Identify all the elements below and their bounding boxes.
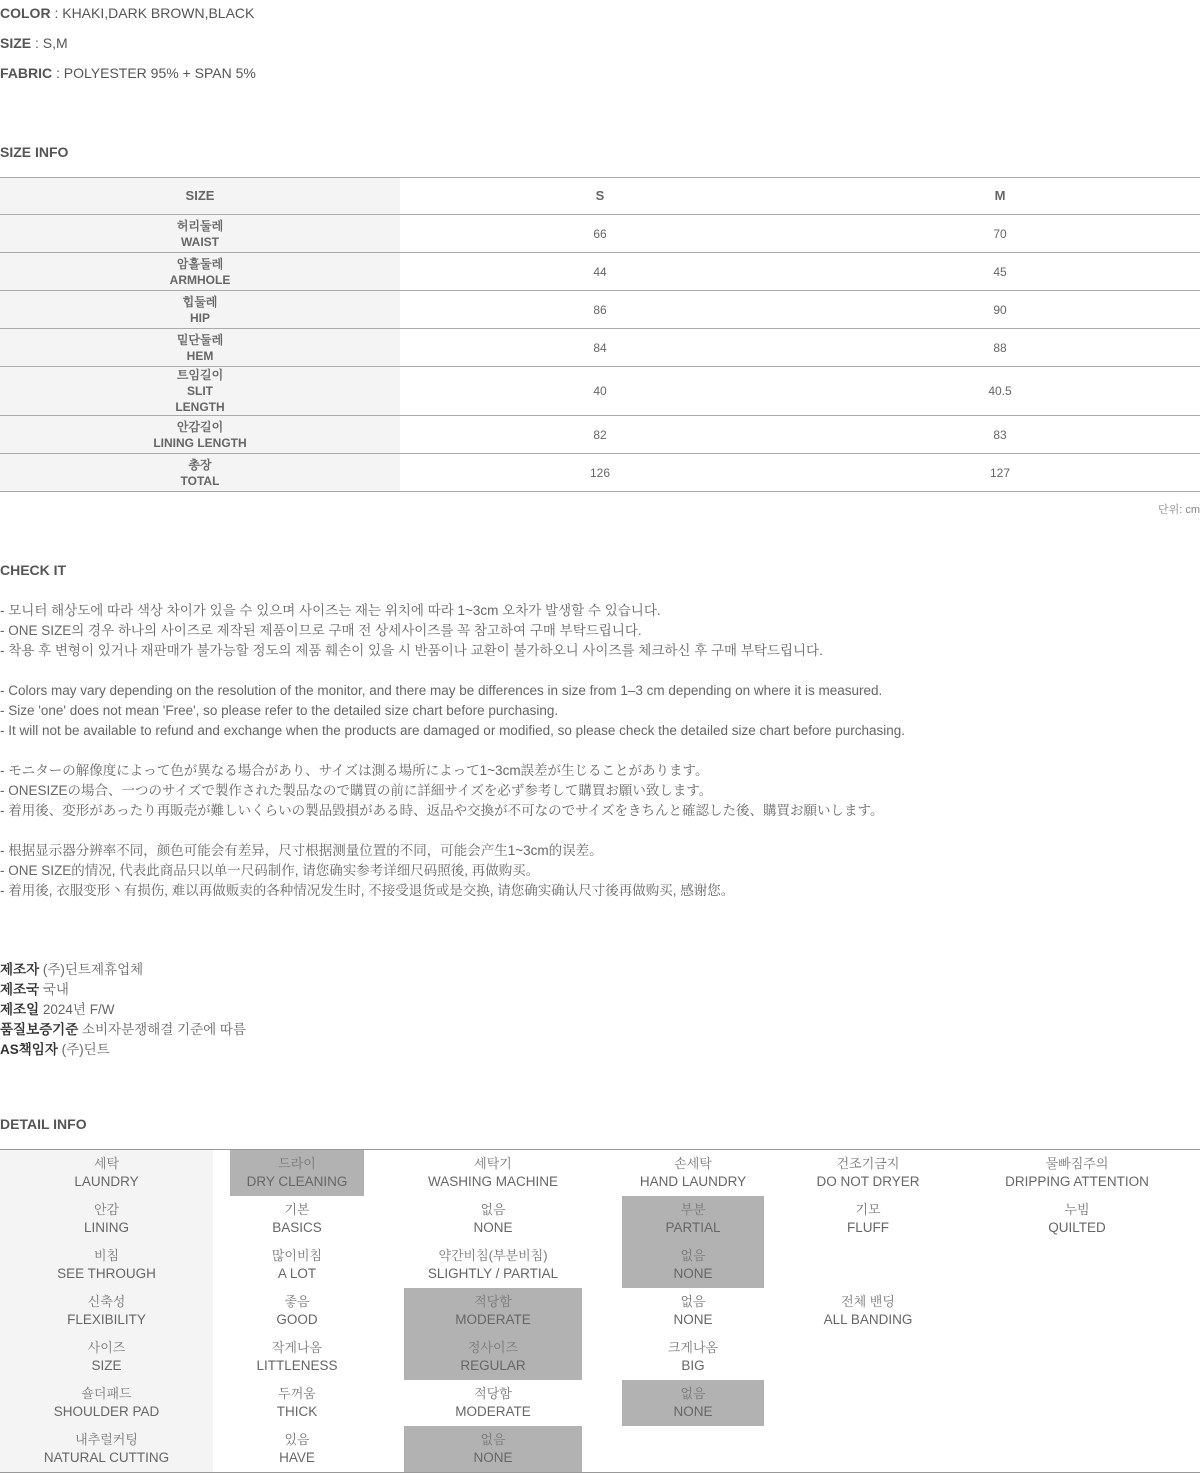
option-en: A LOT: [277, 1266, 317, 1281]
option-ko: 전체 밴딩: [841, 1294, 895, 1309]
detail-option: [622, 1385, 764, 1421]
maker-line: [0, 960, 246, 980]
measure-label-en: LINING LENGTH: [153, 435, 247, 450]
size-header-m: M: [800, 178, 1200, 215]
measure-label: [0, 416, 400, 454]
detail-option: [404, 1339, 582, 1375]
detail-option: [230, 1155, 364, 1191]
label-en: LINING: [83, 1220, 129, 1235]
option-en: NONE: [673, 1404, 713, 1419]
measure-label-en: ARMHOLE: [169, 272, 231, 287]
option-en: HAND LAUNDRY: [639, 1174, 747, 1189]
option-ko: 손세탁: [674, 1156, 712, 1171]
note-line: - ONESIZEの場合、一つのサイズで製作された製品なので購買の前に詳細サイズを必ず参考して購買お願い致します。: [0, 783, 713, 798]
value-m: 70: [800, 215, 1200, 253]
option-ko: 적당함: [474, 1386, 512, 1401]
option-en: WASHING MACHINE: [427, 1174, 558, 1189]
measure-label-ko: 암홀둘레: [176, 256, 224, 271]
measure-label-ko: 총장: [188, 457, 212, 472]
spec-size: [0, 35, 68, 51]
value-m: 45: [800, 253, 1200, 291]
measure-label: [0, 454, 400, 492]
option-ko: 기본: [284, 1202, 310, 1217]
maker-line: [0, 1020, 246, 1040]
option-en: DRIPPING ATTENTION: [1005, 1174, 1149, 1189]
option-ko: 작게나옴: [271, 1340, 323, 1355]
maker-line: [0, 980, 246, 1000]
measure-label-en: HEM: [186, 348, 214, 363]
value-s: 126: [400, 454, 800, 492]
option-ko: 기모: [855, 1202, 881, 1217]
note-line: - It will not be available to refund and exchange when the products are damaged or modified, so please check the detailed size chart before purchasing.: [0, 723, 906, 738]
detail-option: [404, 1201, 582, 1237]
manufacturer-info: [0, 960, 246, 1060]
measure-label: [0, 291, 400, 329]
detail-row-label: [0, 1155, 213, 1191]
option-en: SLIGHTLY / PARTIAL: [427, 1266, 559, 1281]
label-en: FLEXIBILITY: [67, 1312, 146, 1327]
detail-option: [230, 1385, 364, 1421]
maker-label: AS책임자: [0, 1042, 58, 1057]
spec-label: FABRIC: [0, 65, 53, 81]
maker-value: 2024년 F/W: [39, 1002, 115, 1017]
detail-row-label: [0, 1201, 213, 1237]
detail-option: [404, 1385, 582, 1421]
option-en: MODERATE: [455, 1404, 531, 1419]
value-m: 40.5: [800, 367, 1200, 416]
measure-label-ko: 허리둘레: [176, 218, 224, 233]
detail-option: [622, 1201, 764, 1237]
option-en: NONE: [473, 1220, 513, 1235]
value-s: 84: [400, 329, 800, 367]
measure-label-ko: 밑단둘레: [176, 332, 224, 347]
check-it-title: CHECK IT: [0, 562, 67, 578]
note-line: - Colors may vary depending on the resolution of the monitor, and there may be differences in size from 1–3 cm depending on where it is measured.: [0, 683, 883, 698]
option-en: BASICS: [272, 1220, 322, 1235]
table-row: [0, 291, 1200, 329]
option-en: QUILTED: [1048, 1220, 1106, 1235]
size-table-header: [0, 178, 1200, 215]
measure-label-ko: 안감길이: [176, 419, 224, 434]
option-en: DO NOT DRYER: [816, 1174, 920, 1189]
spec-fabric: [0, 65, 256, 81]
detail-row-label: [0, 1293, 213, 1329]
maker-label: 제조일: [0, 1002, 40, 1017]
option-en: GOOD: [276, 1312, 318, 1327]
option-en: DRY CLEANING: [246, 1174, 348, 1189]
measure-label: [0, 215, 400, 253]
detail-row-label: [0, 1385, 213, 1421]
option-ko: 부분: [680, 1202, 706, 1217]
detail-info-title: DETAIL INFO: [0, 1116, 87, 1132]
label-en: SIZE: [91, 1358, 122, 1373]
detail-option: [230, 1339, 364, 1375]
option-ko: 좋음: [284, 1294, 310, 1309]
measure-label-ko: 트임길이: [176, 368, 224, 382]
maker-label: 품질보증기준: [0, 1022, 79, 1037]
note-line: - 根据显示器分辨率不同，颜色可能会有差异，尺寸根据测量位置的不同，可能会产生1~3cm的误差。: [0, 843, 603, 858]
check-it-notes: [0, 601, 905, 901]
value-m: 88: [800, 329, 1200, 367]
value-s: 44: [400, 253, 800, 291]
note-line: - Size 'one' does not mean 'Free', so please refer to the detailed size chart before purchasing.: [0, 703, 559, 718]
option-en: REGULAR: [460, 1358, 526, 1373]
value-m: 83: [800, 416, 1200, 454]
label-ko: 신축성: [87, 1294, 126, 1309]
note-line: - ONE SIZE的情况, 代表此商品只以单一尺码制作, 请您确实参考详细尺码照後, 再做购买。: [0, 863, 540, 878]
spec-value: : POLYESTER 95% + SPAN 5%: [52, 65, 256, 81]
measure-label-en: TOTAL: [180, 473, 220, 488]
note-line: - 착용 후 변형이 있거나 재판매가 불가능할 정도의 제품 훼손이 있을 시 반품이나 교환이 불가하오니 사이즈를 체크하신 후 구매 부탁드립니다.: [0, 643, 823, 658]
table-row: [0, 329, 1200, 367]
detail-option: [622, 1155, 764, 1191]
option-ko: 적당함: [474, 1294, 512, 1309]
detail-option: [404, 1293, 582, 1329]
measure-label: [0, 367, 400, 416]
value-s: 40: [400, 367, 800, 416]
size-header-label: SIZE: [0, 178, 400, 215]
spec-label: COLOR: [0, 5, 51, 21]
option-en: NONE: [673, 1266, 713, 1281]
value-s: 82: [400, 416, 800, 454]
value-s: 66: [400, 215, 800, 253]
note-line: - 着用後, 衣服变形丶有损伤, 难以再做贩卖的各种情况发生时, 不接受退货或是交换, 请您确实确认尺寸後再做购买, 感谢您。: [0, 883, 735, 898]
value-m: 127: [800, 454, 1200, 492]
detail-option: [968, 1155, 1186, 1191]
option-en: NONE: [673, 1312, 713, 1327]
option-en: THICK: [276, 1404, 318, 1419]
option-ko: 크게나옴: [667, 1340, 719, 1355]
label-en: SEE THROUGH: [57, 1266, 156, 1281]
table-row: [0, 253, 1200, 291]
detail-option: [968, 1201, 1186, 1237]
maker-value: 소비자분쟁해결 기준에 따름: [78, 1022, 246, 1037]
measure-label-en: WAIST: [181, 234, 219, 249]
option-ko: 없음: [680, 1386, 706, 1401]
detail-option: [622, 1339, 764, 1375]
option-ko: 없음: [480, 1202, 506, 1217]
label-ko: 세탁: [93, 1156, 120, 1171]
label-ko: 숄더패드: [81, 1386, 132, 1401]
table-row: [0, 416, 1200, 454]
label-en: NATURAL CUTTING: [43, 1450, 170, 1465]
maker-label: 제조자: [0, 962, 40, 977]
detail-option: [784, 1293, 952, 1329]
option-ko: 약간비침(부분비침): [438, 1248, 548, 1263]
measure-label-en: HIP: [189, 310, 210, 325]
note-line: - 모니터 해상도에 따라 색상 차이가 있을 수 있으며 사이즈는 재는 위치에 따라 1~3cm 오차가 발생할 수 있습니다.: [0, 603, 661, 618]
maker-value: (주)딘트: [57, 1042, 110, 1057]
option-ko: 두꺼움: [278, 1386, 316, 1401]
option-en: LITTLENESS: [256, 1358, 338, 1373]
label-ko: 비침: [93, 1248, 120, 1263]
option-ko: 드라이: [278, 1156, 316, 1171]
detail-option: [230, 1247, 364, 1283]
option-ko: 많이비침: [271, 1248, 323, 1263]
maker-line: [0, 1040, 246, 1060]
size-header-s: S: [400, 178, 800, 215]
maker-value: 국내: [39, 982, 69, 997]
measure-label-en: LENGTH: [175, 400, 225, 414]
spec-label: SIZE: [0, 35, 32, 51]
spec-value: : KHAKI,DARK BROWN,BLACK: [50, 5, 255, 21]
option-en: ALL BANDING: [823, 1312, 913, 1327]
option-en: NONE: [473, 1450, 513, 1465]
spec-value: : S,M: [31, 35, 68, 51]
value-s: 86: [400, 291, 800, 329]
detail-option: [404, 1155, 582, 1191]
option-en: PARTIAL: [665, 1220, 721, 1235]
note-line: - 着用後、変形があったり再販売が難しいくらいの製品毀損がある時、返品や交換が不可なのでサイズをきちんと確認した後、購買お願いします。: [0, 803, 884, 818]
maker-line: [0, 1000, 246, 1020]
note-line: - モニターの解像度によって色が異なる場合があり、サイズは測る場所によって1~3cm誤差が生じることがあります。: [0, 763, 709, 778]
label-ko: 안감: [93, 1202, 120, 1217]
detail-option: [404, 1431, 582, 1467]
detail-row-label: [0, 1339, 213, 1375]
option-ko: 있음: [284, 1432, 310, 1447]
value-m: 90: [800, 291, 1200, 329]
detail-option: [784, 1201, 952, 1237]
label-en: SHOULDER PAD: [53, 1404, 160, 1419]
detail-option: [230, 1293, 364, 1329]
option-ko: 없음: [680, 1248, 706, 1263]
option-ko: 세탁기: [474, 1156, 512, 1171]
detail-option: [230, 1201, 364, 1237]
detail-row-label: [0, 1247, 213, 1283]
measure-label: [0, 329, 400, 367]
size-info-title: SIZE INFO: [0, 144, 69, 160]
option-en: MODERATE: [455, 1312, 531, 1327]
option-ko: 정사이즈: [467, 1340, 519, 1355]
option-en: HAVE: [279, 1450, 315, 1465]
measure-label: [0, 253, 400, 291]
label-ko: 내추럴커팅: [75, 1432, 138, 1447]
option-ko: 없음: [680, 1294, 706, 1309]
measure-label-ko: 힙둘레: [182, 294, 218, 309]
option-en: BIG: [681, 1358, 705, 1373]
note-line: - ONE SIZE의 경우 하나의 사이즈로 제작된 제품이므로 구매 전 상세사이즈를 꼭 참고하여 구매 부탁드립니다.: [0, 623, 642, 638]
maker-value: (주)딘트제휴업체: [39, 962, 144, 977]
table-row: [0, 367, 1200, 416]
detail-row-label: [0, 1431, 213, 1467]
detail-option: [230, 1431, 364, 1467]
detail-option: [784, 1155, 952, 1191]
measure-label-en: SLIT: [187, 384, 213, 398]
size-table: [0, 177, 1200, 492]
label-en: LAUNDRY: [74, 1174, 139, 1189]
label-ko: 사이즈: [87, 1340, 126, 1355]
maker-label: 제조국: [0, 982, 40, 997]
option-ko: 없음: [480, 1432, 506, 1447]
option-en: FLUFF: [847, 1220, 889, 1235]
detail-option: [622, 1293, 764, 1329]
spec-color: [0, 5, 254, 21]
detail-option: [404, 1247, 582, 1283]
unit-note: 단위: cm: [1157, 504, 1200, 516]
detail-option: [622, 1247, 764, 1283]
option-ko: 누빔: [1064, 1202, 1090, 1217]
table-row: [0, 215, 1200, 253]
table-row: [0, 454, 1200, 492]
option-ko: 건조기금지: [836, 1156, 900, 1171]
option-ko: 물빠짐주의: [1045, 1156, 1109, 1171]
